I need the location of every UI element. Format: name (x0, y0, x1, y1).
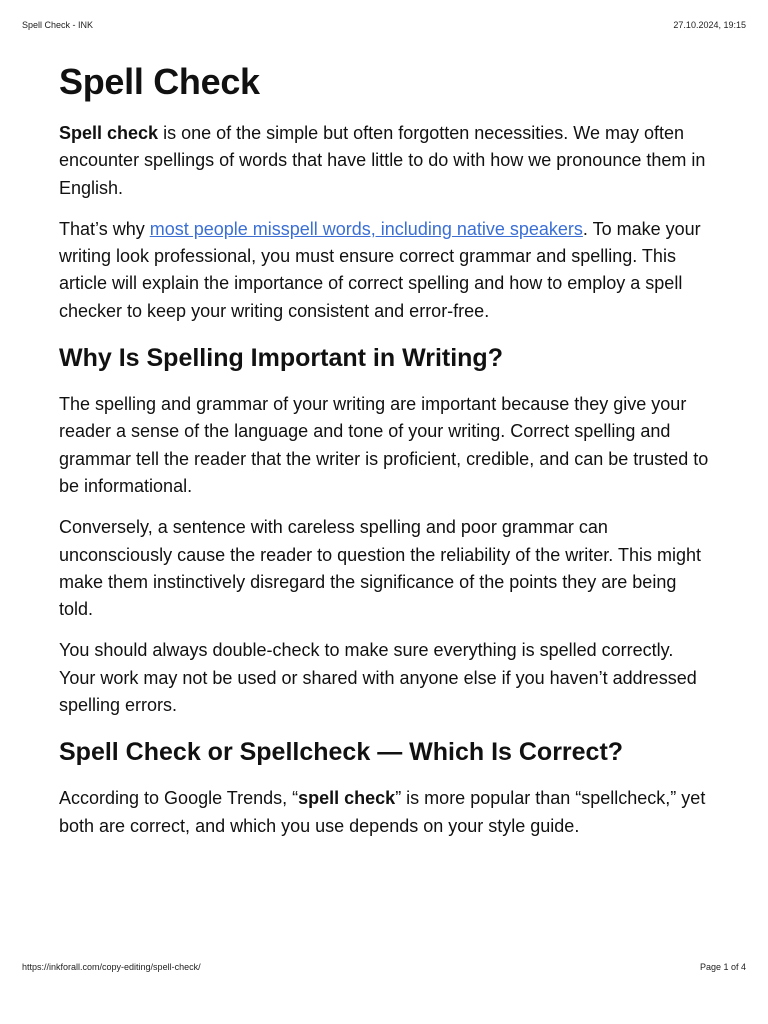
section-heading-importance: Why Is Spelling Important in Writing? (59, 344, 503, 373)
page-title: Spell Check (59, 61, 260, 102)
print-header-title: Spell Check - INK (22, 20, 94, 30)
paragraph-text: . To make your writing look professional, you must ensure correct grammar and spelling. This article will explain the importance of correct spelling and how to employ a spell checker to keep your writing consistent and error-free. (59, 218, 701, 321)
print-footer-page-number: Page 1 of 4 (699, 962, 746, 972)
paragraph-why (59, 216, 714, 325)
paragraph-google-trends (59, 785, 714, 840)
paragraph-conversely: Conversely, a sentence with careless spelling and poor grammar can unconsciously cause the reader to question the reliability of the writer. This might make them instinctively disregard the significance of the points they are being told. (59, 517, 702, 620)
paragraph-double-check: You should always double-check to make sure everything is spelled correctly. Your work may not be used or shared with anyone else if you haven’t addressed spelling errors. (59, 640, 697, 716)
print-header (22, 20, 746, 30)
paragraph-text: is one of the simple but often forgotten necessities. We may often encounter spellings of words that have little to do with how we pronounce them in English. (59, 123, 706, 198)
bold-term: Spell check (59, 123, 159, 143)
bold-term: spell check (298, 788, 396, 809)
paragraph-importance: The spelling and grammar of your writing are important because they give your reader a sense of the language and tone of your writing. Correct spelling and grammar tell the reader that the writer is proficient, credible, and can be trusted to be informational. (59, 394, 709, 496)
print-header-datetime: 27.10.2024, 19:15 (673, 20, 746, 30)
print-footer-url: https://inkforall.com/copy-editing/spell-check/ (22, 962, 201, 972)
section-heading-which-correct: Spell Check or Spellcheck — Which Is Correct? (59, 738, 624, 767)
print-footer (22, 962, 746, 972)
paragraph-text: That’s why (59, 218, 150, 239)
article-content (59, 58, 714, 854)
paragraph-intro (59, 120, 714, 202)
misspell-article-link[interactable]: most people misspell words, including native speakers (149, 218, 583, 239)
paragraph-text: ” is more popular than “spellcheck,” yet both are correct, and which you use depends on your style guide. (59, 788, 706, 836)
paragraph-text: According to Google Trends, “ (59, 788, 299, 809)
